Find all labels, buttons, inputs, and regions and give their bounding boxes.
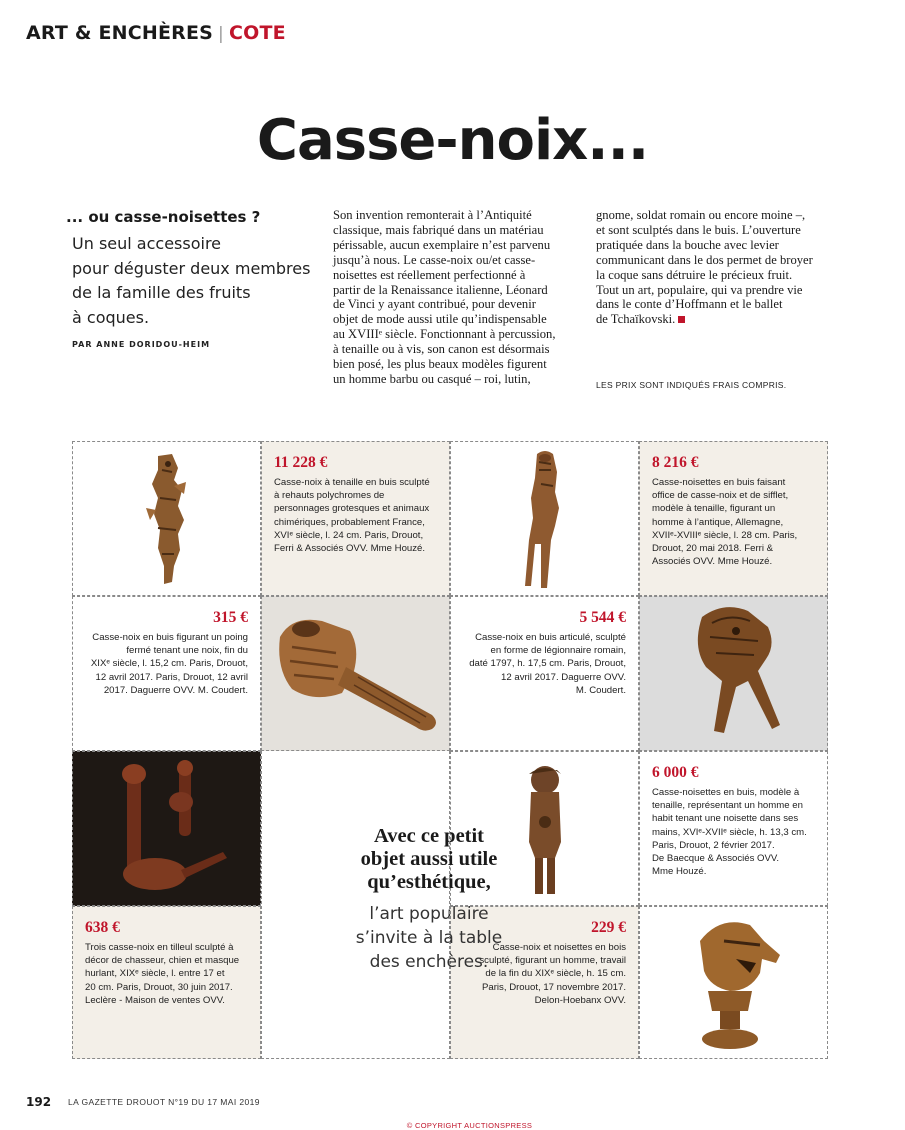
lead-line: Un seul accessoire (72, 234, 222, 253)
caption-cell-lot-8216 (639, 441, 828, 596)
body-line: au XVIIIᵉ siècle. Fonctionnant à percussion, (333, 327, 556, 342)
pull-quote-line: l’art populaire (369, 904, 489, 924)
lot-desc-line: Casse-noisettes en buis, modèle à (652, 787, 800, 798)
three-nutcrackers-photo (73, 752, 260, 905)
body-line: à tenaille ou à vis, son canon est désormais (333, 342, 550, 357)
pull-quote-line: qu’esthétique, (367, 871, 491, 893)
nutcracker-legionnaire-photo (640, 597, 827, 750)
lot-caption (79, 609, 248, 697)
lot-desc-line: Delon-Hoebanx OVV. (534, 994, 626, 1006)
body-column-1 (333, 208, 569, 387)
lead-question: ... ou casse-noisettes ? (66, 208, 261, 226)
pull-quote-line: des enchères. (369, 952, 489, 972)
photo-cell-lot-638 (72, 751, 261, 906)
byline: PAR ANNE DORIDOU-HEIM (72, 340, 211, 349)
lot-description (85, 941, 252, 1007)
lot-price: 229 € (591, 919, 626, 936)
magazine-issue: LA GAZETTE DROUOT N°19 DU 17 MAI 2019 (68, 1097, 260, 1107)
caption-cell-lot-638 (72, 906, 261, 1059)
lot-desc-line: 2017. Daguerre OVV. M. Coudert. (103, 684, 248, 696)
lot-desc-line: de la fin du XIXᵉ siècle, h. 15 cm. (485, 968, 626, 980)
lot-price: 638 € (85, 919, 120, 936)
lot-description (652, 786, 819, 878)
photo-cell-lot-5544 (639, 596, 828, 751)
lot-grid (72, 441, 828, 1059)
lot-desc-line: Casse-noix et noisettes en bois (492, 942, 626, 953)
section-rubric: ART & ENCHÈRES (26, 22, 214, 44)
lot-desc-line: XVIᵉ siècle, l. 24 cm. Paris, Drouot, (274, 529, 424, 541)
body-line: un homme barbu ou casqué – roi, lutin, (333, 371, 531, 386)
body-line: périssable, aucun exemplaire n’est parvenu (333, 237, 551, 252)
lead-line: de la famille des fruits (72, 283, 251, 302)
caption-cell-lot-6000 (639, 751, 828, 906)
lot-desc-line: M. Coudert. (575, 684, 626, 696)
lot-desc-line: chimériques, probablement France, (274, 516, 425, 528)
article-title: Casse-noix... (256, 108, 649, 173)
lot-desc-line: XIXᵉ siècle, l. 15,2 cm. Paris, Drouot, (90, 658, 248, 670)
lead-text (72, 232, 312, 330)
lot-desc-line: Paris, Drouot, 2 février 2017. (652, 839, 775, 851)
lot-description (274, 476, 441, 555)
lot-desc-line: De Baecque & Associés OVV. (652, 853, 780, 865)
body-line: objet de mode aussi utile qu’indispensable (333, 312, 547, 327)
lot-desc-line: Casse-noix à tenaille en buis sculpté (274, 477, 430, 488)
lot-desc-line: Ferri & Associés OVV. Mme Houzé. (274, 543, 426, 555)
nutcracker-antique-man-photo (511, 448, 581, 590)
body-column-2 (596, 208, 828, 327)
lot-desc-line: Mme Houzé. (652, 866, 707, 878)
caption-cell-lot-315 (72, 596, 261, 751)
pull-quote-line: objet aussi utile (360, 848, 498, 870)
lot-description (79, 631, 248, 697)
body-line-last (596, 312, 828, 327)
body-line: communicant dans le dos permet de broyer (596, 252, 813, 267)
lot-price: 6 000 € (652, 764, 699, 781)
body-line: dans le conte d’Hoffmann et le ballet (596, 297, 783, 312)
lot-desc-line: habit tenant une noisette dans ses (652, 813, 799, 825)
pull-quote (334, 825, 524, 974)
body-line: gnome, soldat romain ou encore moine –, (596, 208, 806, 222)
body-line: jusqu’à nous. Le casse-noix ou/et casse- (333, 252, 536, 267)
end-mark-icon (678, 316, 685, 323)
body-line: partir de la Renaissance italienne, Léonard (333, 282, 548, 297)
lot-desc-line: à rehauts polychromes de (274, 490, 385, 502)
lot-description (652, 476, 819, 568)
pull-quote-line: Avec ce petit (373, 825, 485, 847)
lot-desc-line: Casse-noix en buis articulé, sculpté (475, 632, 626, 643)
lot-desc-line: XVIIᵉ-XVIIIᵉ siècle, l. 28 cm. Paris, (652, 529, 798, 541)
body-line: la coque sans détruire le précieux fruit. (596, 267, 793, 282)
lot-caption (85, 919, 252, 1007)
section-header (26, 22, 286, 44)
lot-desc-line: hurlant, XIXᵉ siècle, l. entre 17 et (85, 968, 225, 980)
lot-desc-line: Associés OVV. Mme Houzé. (652, 556, 773, 568)
photo-cell-lot-315 (261, 596, 450, 751)
lot-desc-line: Drouot, 20 mai 2018. Ferri & (652, 543, 774, 555)
lot-caption (652, 764, 819, 878)
body-line: et sont sculptés dans le buis. L’ouverture (596, 222, 801, 237)
pull-quote-bold (334, 825, 524, 894)
lot-desc-line: Paris, Drouot, 17 novembre 2017. (482, 981, 626, 993)
lot-caption (457, 609, 626, 697)
lot-desc-line: 12 avril 2017. Daguerre OVV. (501, 671, 626, 683)
lot-desc-line: Casse-noisettes en buis faisant (652, 477, 786, 488)
lot-price: 11 228 € (274, 454, 328, 471)
lot-price: 8 216 € (652, 454, 699, 471)
lot-desc-line: daté 1797, h. 17,5 cm. Paris, Drouot, (469, 658, 626, 670)
lot-desc-line: en forme de légionnaire romain, (490, 645, 626, 657)
lot-description (457, 631, 626, 697)
pull-quote-line: s’invite à la table (355, 928, 503, 948)
body-line: bien posé, les plus beaux modèles figurent (333, 357, 547, 372)
lot-desc-line: homme à l’antique, Allemagne, (652, 516, 784, 528)
lead-line: pour déguster deux membres (72, 258, 311, 278)
body-line-text: de Tchaïkovski. (596, 312, 676, 327)
lot-desc-line: décor de chasseur, chien et masque (85, 955, 240, 967)
lot-desc-line: modèle à tenaille, figurant un (652, 503, 776, 515)
page-number: 192 (26, 1095, 52, 1109)
nutcracker-man-bust-photo (680, 911, 790, 1056)
body-line: classique, mais fabriqué dans un matériau (333, 222, 544, 237)
pull-quote-regular (334, 902, 524, 974)
caption-cell-lot-11228 (261, 441, 450, 596)
lot-price: 315 € (213, 609, 248, 626)
lead-line: à coques. (72, 307, 150, 327)
body-line: Tout un art, populaire, qui va prendre vie (596, 282, 803, 297)
lot-desc-line: sculpté, figurant un homme, travail (479, 955, 626, 967)
copyright-notice (0, 1121, 905, 1130)
lot-desc-line: Trois casse-noix en tilleul sculpté à (85, 942, 234, 953)
body-line: noisettes est réellement perfectionné à (333, 267, 526, 282)
lot-desc-line: 20 cm. Paris, Drouot, 30 juin 2017. (85, 981, 233, 993)
body-line: Son invention remonterait à l’Antiquité (333, 208, 532, 222)
lot-desc-line: Casse-noix en buis figurant un poing (92, 632, 248, 643)
section-subrubric: COTE (228, 22, 286, 44)
lot-caption (652, 454, 819, 568)
caption-cell-lot-5544 (450, 596, 639, 751)
lot-desc-line: tenaille, représentant un homme en (652, 800, 803, 812)
lot-desc-line: personnages grotesques et animaux (274, 503, 430, 515)
photo-cell-lot-8216 (450, 441, 639, 596)
header-separator: | (218, 24, 224, 44)
prices-note: LES PRIX SONT INDIQUÉS FRAIS COMPRIS. (596, 380, 787, 390)
photo-cell-lot-229 (639, 906, 828, 1059)
photo-cell-lot-11228 (72, 441, 261, 596)
lot-desc-line: 12 avril 2017. Paris, Drouot, 12 avril (95, 671, 248, 683)
body-line: pratiquée dans la bouche avec levier (596, 237, 779, 252)
lot-desc-line: fermé tenant une noix, fin du (126, 645, 248, 657)
lot-price: 5 544 € (579, 609, 626, 626)
lot-desc-line: Leclère - Maison de ventes OVV. (85, 994, 225, 1006)
nutcracker-fist-photo (262, 597, 449, 750)
body-line: de Vinci y ayant contribué, pour devenir (333, 297, 536, 312)
lot-desc-line: mains, XVIᵉ-XVIIᵉ siècle, h. 13,3 cm. (652, 826, 807, 838)
lot-desc-line: office de casse-noix et de sifflet, (652, 490, 789, 502)
nutcracker-grotesque-photo (128, 450, 208, 588)
copyright-text: © COPYRIGHT AUCTIONSPRESS (406, 1121, 533, 1130)
lot-caption (274, 454, 441, 555)
